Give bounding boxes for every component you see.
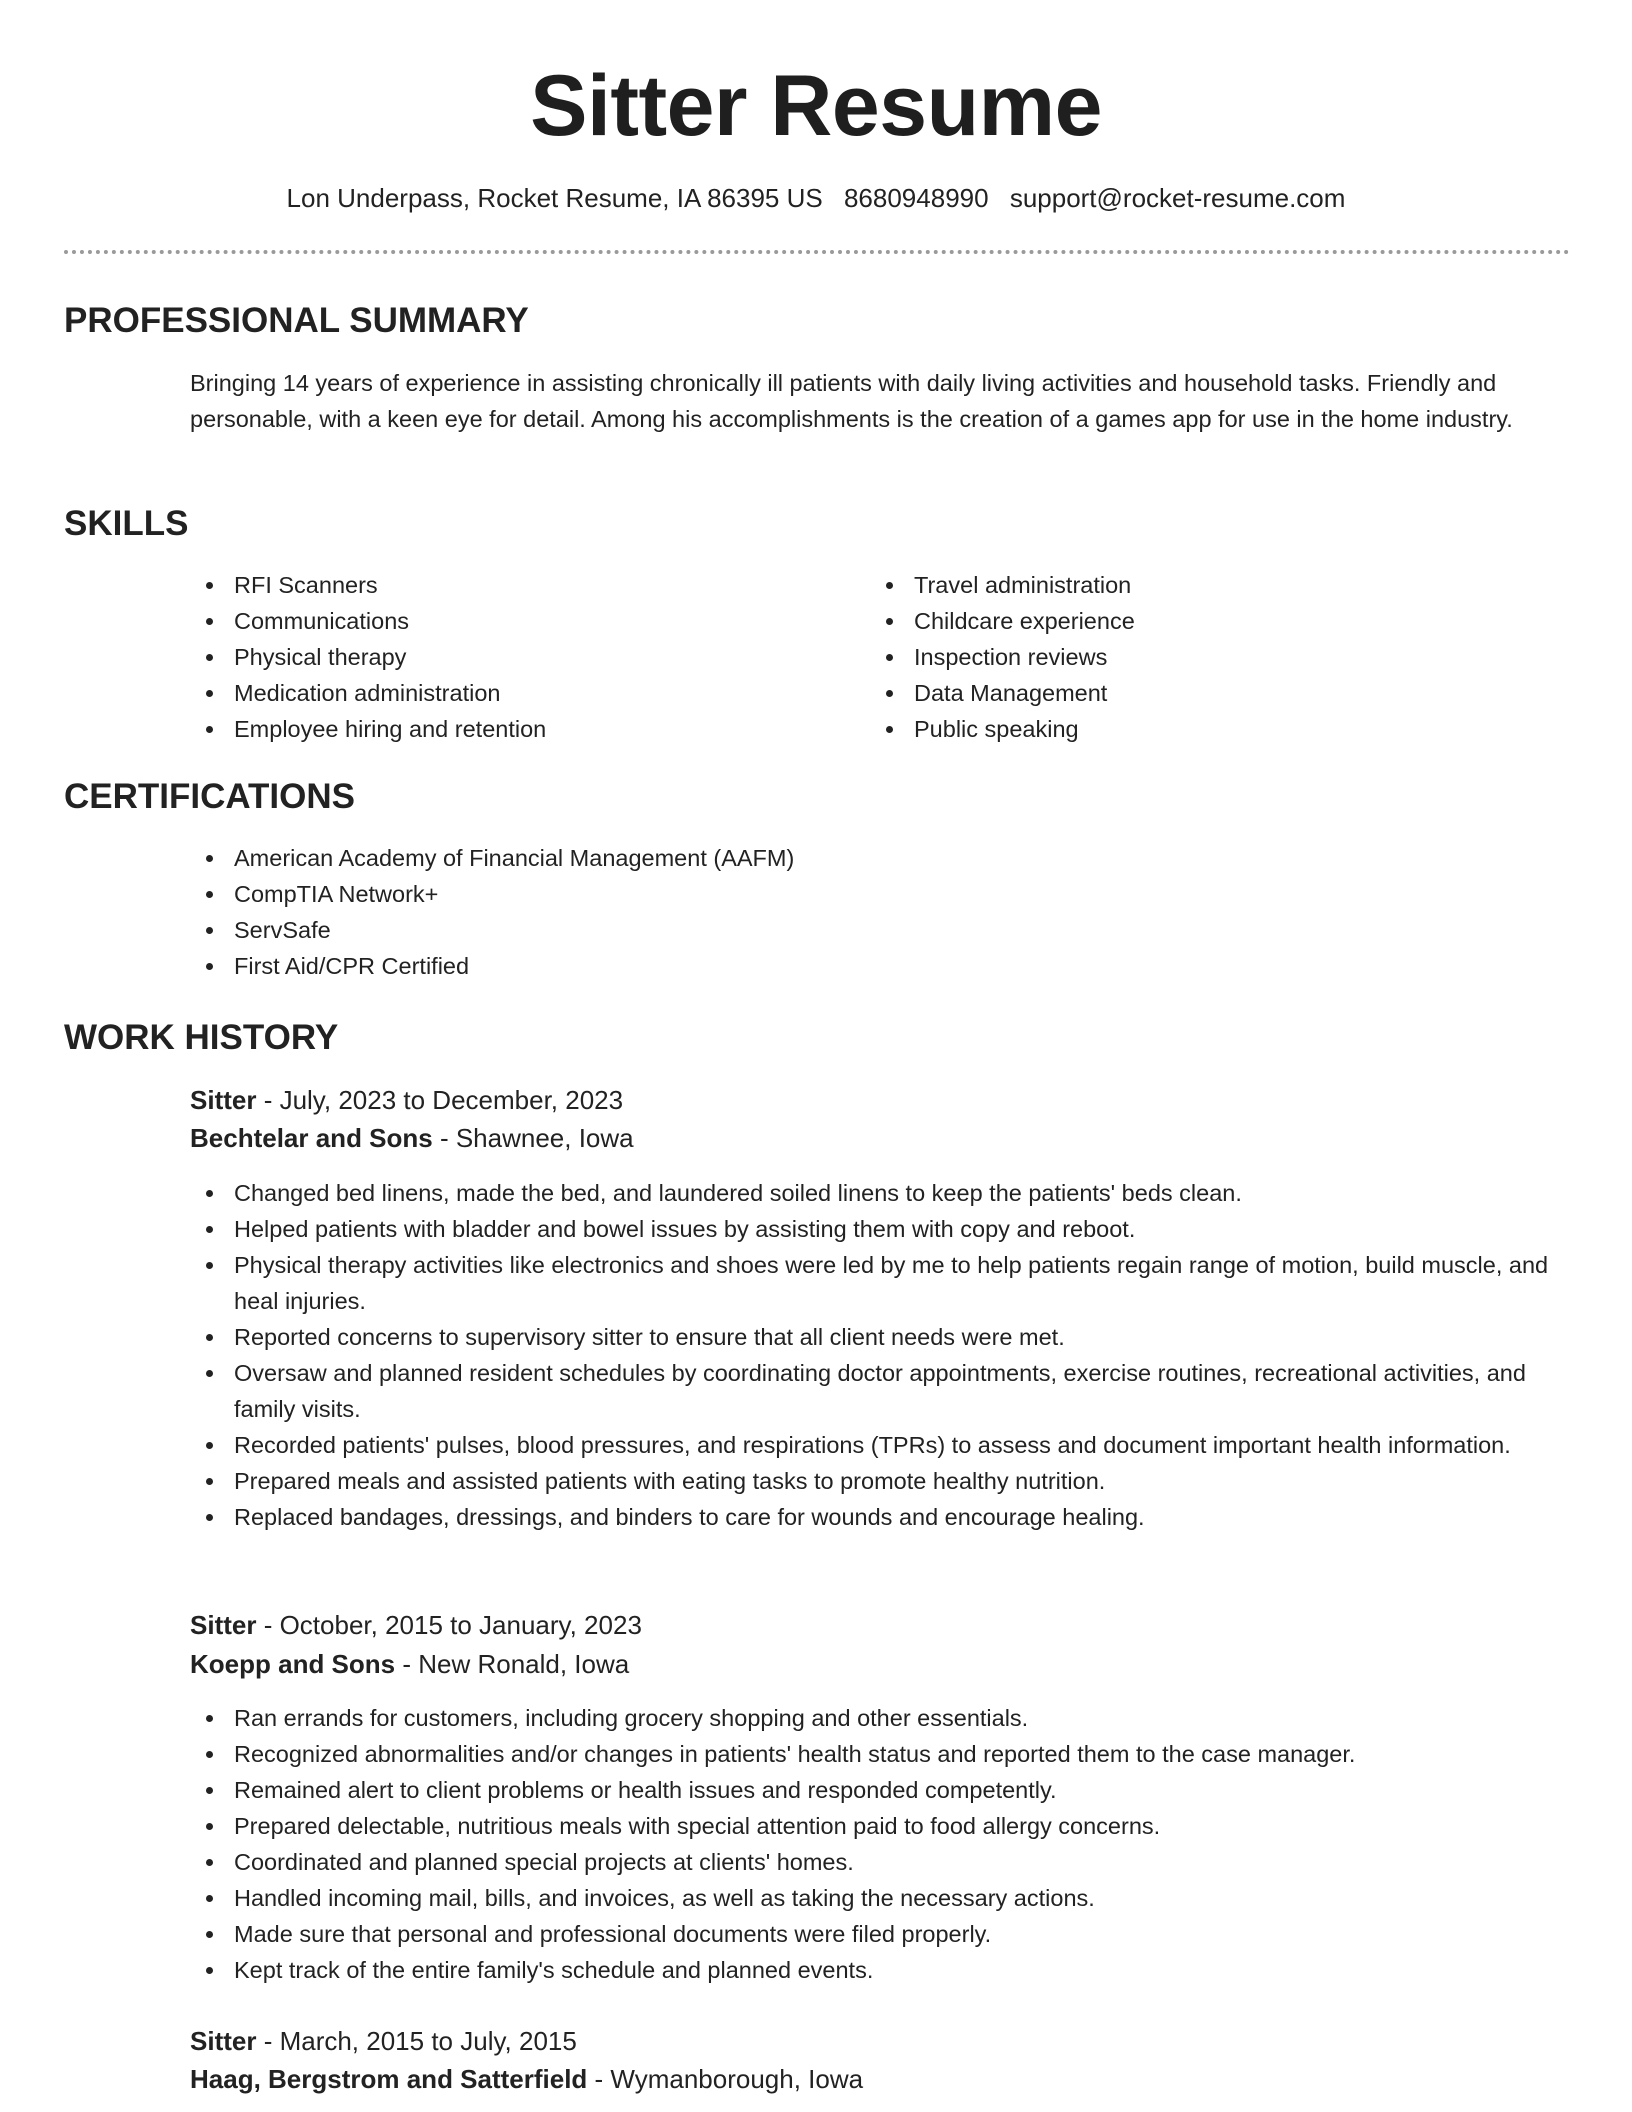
summary-text: Bringing 14 years of experience in assisting chronically ill patients with daily living activities and household tasks. Friendly and personable, with a keen eye for detail. Among his accomplishments is the creation of a games app for use in the home industry. bbox=[190, 370, 1513, 432]
skill-item: Medication administration bbox=[190, 675, 810, 711]
job-bullet: Oversaw and planned resident schedules by coordinating doctor appointments, exercise routines, recreational activities, and family visits. bbox=[190, 1355, 1570, 1427]
skill-item: Travel administration bbox=[870, 567, 1490, 603]
skill-item: Employee hiring and retention bbox=[190, 711, 810, 747]
skills-heading: SKILLS bbox=[64, 504, 189, 543]
job-bullet: Remained alert to client problems or health issues and responded competently. bbox=[190, 1772, 1570, 1808]
job-bullets bbox=[190, 1175, 1570, 1535]
work-history-heading: WORK HISTORY bbox=[64, 1018, 339, 1057]
skill-item: Data Management bbox=[870, 675, 1490, 711]
contact-address: Lon Underpass, Rocket Resume, IA 86395 US bbox=[286, 183, 823, 213]
certification-item: ServSafe bbox=[190, 912, 1390, 948]
job-company: Haag, Bergstrom and Satterfield bbox=[190, 2064, 588, 2094]
job-company-line bbox=[190, 2060, 863, 2098]
certifications-heading: CERTIFICATIONS bbox=[64, 777, 356, 816]
summary-heading: PROFESSIONAL SUMMARY bbox=[64, 301, 529, 340]
job-bullet: Prepared meals and assisted patients with eating tasks to promote healthy nutrition. bbox=[190, 1463, 1570, 1499]
job-location: - Shawnee, Iowa bbox=[432, 1123, 634, 1153]
certification-item: American Academy of Financial Management (AAFM) bbox=[190, 840, 1390, 876]
certification-item: CompTIA Network+ bbox=[190, 876, 1390, 912]
skill-item: RFI Scanners bbox=[190, 567, 810, 603]
skills-list-right bbox=[870, 567, 1490, 747]
job-title-line bbox=[190, 2022, 577, 2060]
job-bullet: Helped patients with bladder and bowel issues by assisting them with copy and reboot. bbox=[190, 1211, 1570, 1247]
job-bullet: Prepared delectable, nutritious meals with special attention paid to food allergy concerns. bbox=[190, 1808, 1570, 1844]
contact-phone: 8680948990 bbox=[843, 183, 989, 213]
certification-item: First Aid/CPR Certified bbox=[190, 948, 1390, 984]
job-company: Koepp and Sons bbox=[190, 1649, 396, 1679]
skills-list-left bbox=[190, 567, 810, 747]
skill-item: Physical therapy bbox=[190, 639, 810, 675]
job-location: - New Ronald, Iowa bbox=[395, 1649, 630, 1679]
job-bullet: Made sure that personal and professional documents were filed properly. bbox=[190, 1916, 1570, 1952]
skill-item: Childcare experience bbox=[870, 603, 1490, 639]
contact-email: support@rocket-resume.com bbox=[1009, 183, 1346, 213]
skill-item: Public speaking bbox=[870, 711, 1490, 747]
header-divider bbox=[64, 250, 1570, 254]
job-role: Sitter bbox=[190, 2026, 257, 2056]
job-bullet: Handled incoming mail, bills, and invoices, as well as taking the necessary actions. bbox=[190, 1880, 1570, 1916]
job-dates: - March, 2015 to July, 2015 bbox=[256, 2026, 577, 2056]
job-company-line bbox=[190, 1645, 629, 1683]
job-title-line bbox=[190, 1081, 623, 1119]
job-bullet: Reported concerns to supervisory sitter to ensure that all client needs were met. bbox=[190, 1319, 1570, 1355]
job-title-line bbox=[190, 1606, 642, 1644]
job-bullet: Replaced bandages, dressings, and binders to care for wounds and encourage healing. bbox=[190, 1499, 1570, 1535]
job-bullets bbox=[190, 1700, 1570, 1988]
job-bullet: Recorded patients' pulses, blood pressures, and respirations (TPRs) to assess and document important health information. bbox=[190, 1427, 1570, 1463]
job-bullet: Changed bed linens, made the bed, and laundered soiled linens to keep the patients' beds clean. bbox=[190, 1175, 1570, 1211]
job-bullet: Kept track of the entire family's schedule and planned events. bbox=[190, 1952, 1570, 1988]
job-location: - Wymanborough, Iowa bbox=[587, 2064, 864, 2094]
job-company-line bbox=[190, 1119, 634, 1157]
contact-line bbox=[0, 180, 1632, 216]
job-dates: - July, 2023 to December, 2023 bbox=[256, 1085, 624, 1115]
job-dates: - October, 2015 to January, 2023 bbox=[256, 1610, 642, 1640]
job-role: Sitter bbox=[190, 1085, 257, 1115]
skill-item: Communications bbox=[190, 603, 810, 639]
job-bullet: Coordinated and planned special projects at clients' homes. bbox=[190, 1844, 1570, 1880]
job-bullet: Recognized abnormalities and/or changes in patients' health status and reported them to the case manager. bbox=[190, 1736, 1570, 1772]
job-bullet: Ran errands for customers, including grocery shopping and other essentials. bbox=[190, 1700, 1570, 1736]
job-bullet: Physical therapy activities like electronics and shoes were led by me to help patients regain range of motion, build muscle, and heal injuries. bbox=[190, 1247, 1570, 1319]
certifications-list bbox=[190, 840, 1390, 984]
skill-item: Inspection reviews bbox=[870, 639, 1490, 675]
job-role: Sitter bbox=[190, 1610, 257, 1640]
resume-title: Sitter Resume bbox=[530, 58, 1102, 154]
job-company: Bechtelar and Sons bbox=[190, 1123, 433, 1153]
